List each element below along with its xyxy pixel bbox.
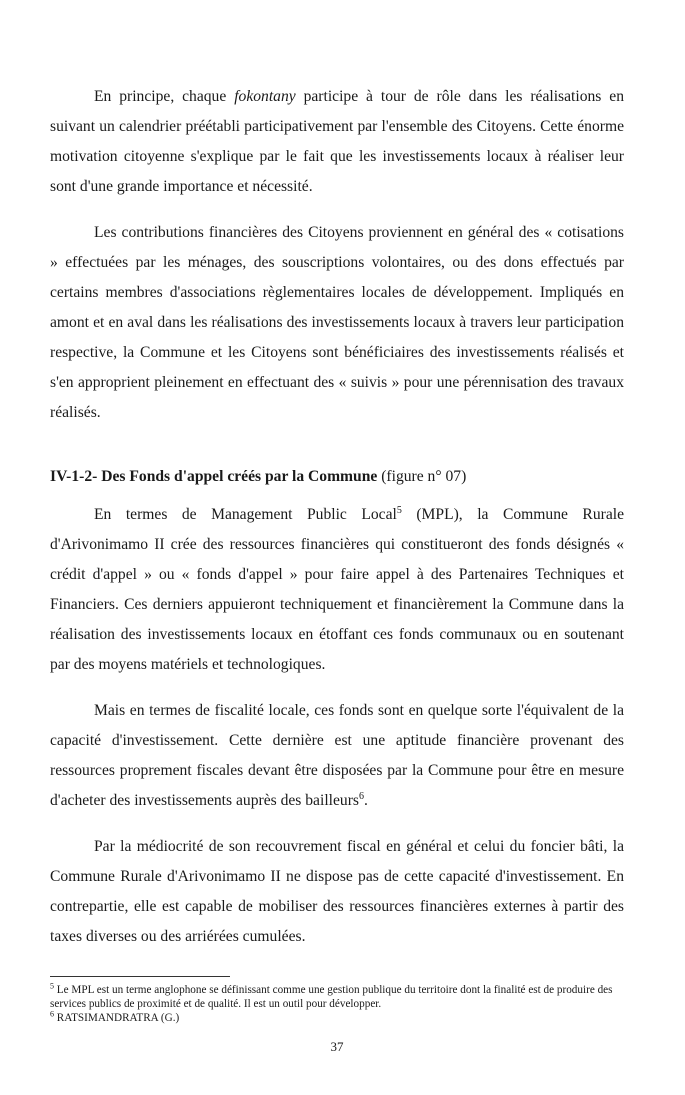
footnote-text: Le MPL est un terme anglophone se définissant comme une gestion publique du territoire dont la finalité est de produire des services publics de proximité et de qualité. Il est un outil pour développer. bbox=[50, 984, 613, 1010]
text: (MPL), la Commune Rurale d'Arivonimamo II crée des ressources financières qui constitueront des fonds désignés « crédit d'appel » ou « fonds d'appel » pour faire appel à des Partenaires Techniques et Financiers. Ces derniers appuieront techniquement et financièrement la Commune dans la réalisation des investissements locaux en étoffant ces fonds communaux ou en soutenant par des moyens matériels et technologiques. bbox=[50, 506, 624, 673]
footnote bbox=[50, 1011, 630, 1025]
paragraph-recouvrement: Par la médiocrité de son recouvrement fiscal en général et celui du foncier bâti, la Commune Rurale d'Arivonimamo II ne dispose pas de cette capacité d'investissement. En contrepartie, elle est capable de mobiliser des ressources financières externes à partir des taxes diverses ou des arriérées cumulées. bbox=[50, 838, 624, 945]
footnote-ref: 6 bbox=[358, 790, 364, 802]
footnote-text: RATSIMANDRATRA (G.) bbox=[54, 1012, 180, 1024]
footnote-number: 6 bbox=[50, 1009, 54, 1019]
text: En principe, chaque bbox=[94, 88, 235, 105]
text: Mais en termes de fiscalité locale, ces fonds sont en quelque sorte l'équivalent de la capacité d'investissement. Cette dernière est une aptitude financière provenant des ressources proprement fiscales devant être disposées par la Commune pour être en mesure d'acheter des investissements auprès des bailleurs bbox=[50, 702, 624, 809]
footnote-ref: 5 bbox=[396, 504, 402, 516]
emphasis: fokontany bbox=[234, 88, 296, 105]
text: . bbox=[363, 792, 368, 809]
text: participe à tour de rôle dans les réalisations en suivant un calendrier préétabli participativement par l'ensemble des Citoyens. Cette énorme motivation citoyenne s'explique par le fait que les investissements locaux à réaliser leur sont d'une grande importance et nécessité. bbox=[50, 88, 624, 195]
footnote-divider bbox=[50, 976, 230, 977]
footnotes bbox=[50, 983, 630, 1025]
heading-title: IV-1-2- Des Fonds d'appel créés par la Commune bbox=[50, 468, 378, 485]
section-heading bbox=[50, 462, 624, 492]
page-number: 37 bbox=[330, 1039, 344, 1054]
footnote bbox=[50, 983, 630, 1011]
document-body bbox=[50, 82, 624, 952]
paragraph-mpl bbox=[50, 500, 624, 680]
footnote-number: 5 bbox=[50, 981, 54, 991]
heading-figure-ref: (figure n° 07) bbox=[377, 468, 467, 485]
paragraph-contributions: Les contributions financières des Citoyens proviennent en général des « cotisations » effectuées par les ménages, des souscriptions volontaires, ou des dons effectués par certains membres d'associations règlementaires locales de développement. Impliqués en amont et en aval dans les réalisations des investissements locaux à travers leur participation respective, la Commune et les Citoyens sont bénéficiaires des investissements réalisés et s'en approprient pleinement en effectuant des « suivis » pour une pérennisation des travaux réalisés. bbox=[50, 224, 624, 421]
paragraph-fokontany bbox=[50, 82, 624, 202]
text: En termes de Management Public Local bbox=[94, 506, 397, 523]
paragraph-fiscalite bbox=[50, 696, 624, 816]
